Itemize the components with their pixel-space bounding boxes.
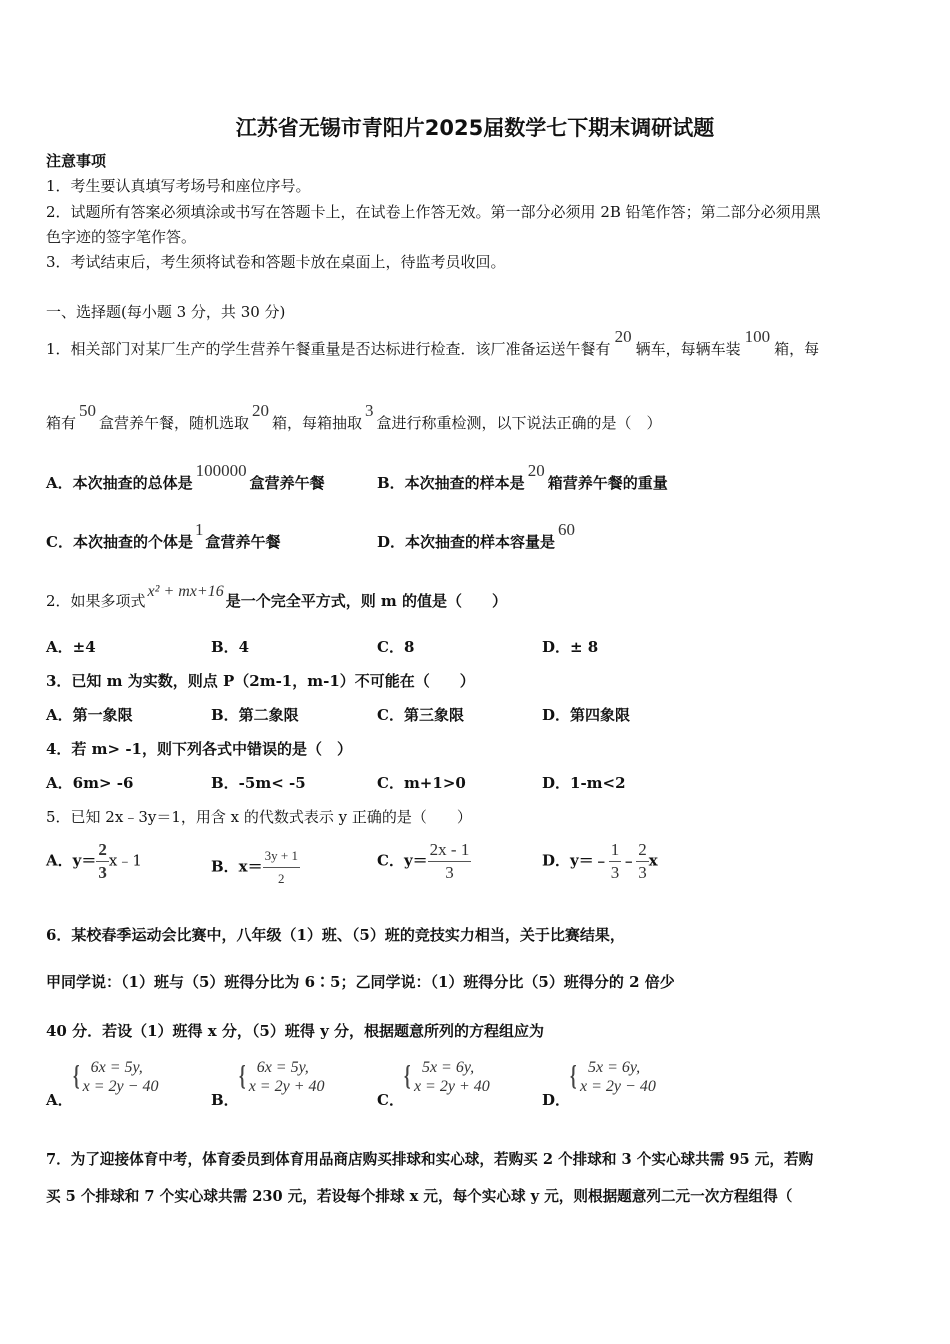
q5-option-c[interactable] bbox=[377, 840, 471, 883]
equation: 6x = 5y, bbox=[90, 1059, 143, 1076]
q3-option-a[interactable]: A．第一象限 bbox=[46, 706, 133, 724]
numerator: 2 bbox=[96, 840, 109, 862]
q1-value: 20 bbox=[527, 461, 545, 480]
q6-option-a[interactable] bbox=[46, 1058, 159, 1109]
q5-option-d[interactable] bbox=[542, 840, 658, 883]
equation: x = 2y − 40 bbox=[580, 1078, 656, 1095]
q1-text: 1．相关部门对某厂生产的学生营养午餐重量是否达标进行检查．该厂准备运送午餐有 bbox=[46, 340, 611, 358]
q6-option-c[interactable] bbox=[377, 1058, 490, 1109]
q1-value: 60 bbox=[558, 520, 576, 539]
q6-option-a-label: A． bbox=[46, 1091, 73, 1109]
brace-icon: { bbox=[238, 1061, 246, 1092]
q1-option-d-text: D．本次抽查的样本容量是 bbox=[377, 533, 556, 551]
question-1-line-2 bbox=[46, 401, 662, 432]
question-3: 3．已知 m 为实数，则点 P（2m-1，m-1）不可能在（ ） bbox=[46, 672, 475, 690]
denominator: 3 bbox=[610, 863, 620, 882]
q6-option-d[interactable] bbox=[542, 1058, 656, 1109]
q4-option-d[interactable]: D．1-m<2 bbox=[542, 774, 626, 792]
notice-item: 3．考试结束后，考生须将试卷和答题卡放在桌面上，待监考员收回。 bbox=[46, 253, 506, 271]
numerator: 2 bbox=[636, 840, 649, 862]
equation-system bbox=[404, 1058, 490, 1096]
question-7-line-1: 7．为了迎接体育中考，体育委员到体育用品商店购买排球和实心球，若购买 2 个排球和 3 个实心球共需 95 元，若购 bbox=[46, 1151, 814, 1168]
q1-option-b[interactable] bbox=[377, 461, 668, 492]
q3-option-c[interactable]: C．第三象限 bbox=[377, 706, 464, 724]
notice-item: 2．试题所有答案必须填涂或书写在答题卡上，在试卷上作答无效。第一部分必须用 2B 铅笔作答；第二部分必须用黑 bbox=[46, 203, 821, 221]
question-1-line-1 bbox=[46, 327, 820, 358]
q1-option-c-text: 盒营养午餐 bbox=[205, 533, 281, 551]
q2-text: 是一个完全平方式，则 m 的值是（ ） bbox=[225, 592, 508, 610]
equation: x = 2y + 40 bbox=[248, 1078, 325, 1095]
q5-option-d-label: D．y＝﹣ bbox=[542, 851, 609, 870]
denominator: 3 bbox=[445, 863, 454, 882]
q6-option-c-label: C． bbox=[377, 1091, 404, 1109]
q5-option-d-tail: x bbox=[648, 851, 658, 870]
q2-option-a[interactable]: A．±4 bbox=[46, 638, 96, 656]
brace-icon: { bbox=[403, 1061, 411, 1092]
brace-icon: { bbox=[570, 1061, 577, 1092]
q4-option-c[interactable]: C．m+1>0 bbox=[377, 774, 466, 792]
q5-option-a-label: A．y＝ bbox=[46, 851, 97, 870]
q1-option-b-text: 箱营养午餐的重量 bbox=[547, 474, 668, 492]
q5-option-a[interactable] bbox=[46, 840, 142, 883]
q5-option-c-label: C．y＝ bbox=[377, 851, 428, 870]
equation-system bbox=[73, 1058, 159, 1096]
question-6-line-2: 甲同学说：（1）班与（5）班得分比为 6∶5；乙同学说：（1）班得分比（5）班得分的 2 倍少 bbox=[46, 973, 675, 991]
q3-option-b[interactable]: B．第二象限 bbox=[211, 706, 299, 724]
q2-option-c[interactable]: C．8 bbox=[377, 638, 415, 656]
q1-text: 盒进行称重检测，以下说法正确的是（ ） bbox=[376, 414, 662, 432]
q1-option-b-text: B．本次抽查的样本是 bbox=[377, 474, 525, 492]
notice-heading: 注意事项 bbox=[46, 152, 107, 170]
q1-value: 20 bbox=[252, 401, 270, 420]
denominator: 2 bbox=[278, 871, 285, 886]
q1-option-a-text: A．本次抽查的总体是 bbox=[46, 474, 193, 492]
question-5: 5．已知 2x﹣3y＝1，用含 x 的代数式表示 y 正确的是（ ） bbox=[46, 808, 472, 826]
q4-option-a[interactable]: A．6m> -6 bbox=[46, 774, 134, 792]
q2-option-b[interactable]: B．4 bbox=[211, 638, 250, 656]
brace-icon: { bbox=[72, 1061, 80, 1092]
q1-value: 100 bbox=[744, 327, 771, 346]
q2-expression: x² + mx+16 bbox=[147, 583, 224, 600]
q4-option-b[interactable]: B．-5m< -5 bbox=[211, 774, 306, 792]
q1-value: 1 bbox=[194, 520, 204, 539]
q1-value: 100000 bbox=[195, 461, 247, 480]
fraction bbox=[428, 840, 472, 883]
q1-text: 箱，每箱抽取 bbox=[272, 414, 363, 432]
q1-value: 20 bbox=[614, 327, 632, 346]
question-2 bbox=[46, 583, 508, 611]
fraction bbox=[636, 840, 649, 883]
q5-option-a-tail: x﹣1 bbox=[108, 851, 142, 870]
equation-system bbox=[239, 1058, 325, 1096]
q1-option-a-text: 盒营养午餐 bbox=[249, 474, 325, 492]
q5-option-b[interactable] bbox=[211, 846, 300, 889]
q1-text: 盒营养午餐，随机选取 bbox=[99, 414, 250, 432]
numerator: 1 bbox=[609, 840, 622, 862]
q1-text: 箱有 bbox=[46, 414, 77, 432]
fraction bbox=[263, 846, 300, 889]
q1-option-c-text: C．本次抽查的个体是 bbox=[46, 533, 193, 551]
equation: 5x = 6y, bbox=[588, 1059, 641, 1076]
q1-value: 3 bbox=[365, 401, 374, 420]
q2-option-d[interactable]: D．± 8 bbox=[542, 638, 599, 656]
numerator: 3y + 1 bbox=[263, 846, 300, 868]
q1-option-d[interactable] bbox=[377, 520, 578, 551]
q6-option-b-label: B． bbox=[211, 1091, 239, 1109]
equation: x = 2y + 40 bbox=[413, 1078, 490, 1095]
section-heading: 一、选择题(每小题 3 分，共 30 分) bbox=[46, 303, 286, 321]
page-title: 江苏省无锡市青阳片2025届数学七下期末调研试题 bbox=[235, 116, 715, 140]
q1-option-c[interactable] bbox=[46, 520, 281, 551]
question-7-line-2: 买 5 个排球和 7 个实心球共需 230 元，若设每个排球 x 元，每个实心球 y 元，则根据题意列二元一次方程组得（ bbox=[46, 1188, 793, 1205]
notice-item: 1．考生要认真填写考场号和座位序号。 bbox=[46, 177, 311, 195]
denominator: 3 bbox=[638, 863, 647, 882]
q6-option-d-label: D． bbox=[542, 1091, 571, 1109]
equation: x = 2y − 40 bbox=[82, 1078, 159, 1095]
q3-option-d[interactable]: D．第四象限 bbox=[542, 706, 631, 724]
numerator: 2x - 1 bbox=[428, 840, 472, 862]
q2-text: 2．如果多项式 bbox=[46, 592, 146, 610]
equation-system bbox=[570, 1058, 656, 1096]
q1-option-a[interactable] bbox=[46, 461, 325, 492]
question-6-line-1: 6．某校春季运动会比赛中，八年级（1）班、（5）班的竞技实力相当，关于比赛结果， bbox=[46, 926, 625, 944]
minus-sign: ﹣ bbox=[621, 851, 637, 870]
equation: 6x = 5y, bbox=[256, 1059, 309, 1076]
notice-item: 色字迹的签字笔作答。 bbox=[46, 228, 197, 246]
q1-value: 50 bbox=[79, 401, 97, 420]
question-6-line-3: 40 分．若设（1）班得 x 分，（5）班得 y 分，根据题意所列的方程组应为 bbox=[46, 1022, 545, 1040]
question-4: 4．若 m> -1，则下列各式中错误的是（ ） bbox=[46, 740, 352, 758]
fraction bbox=[609, 840, 622, 883]
fraction bbox=[96, 840, 109, 883]
q1-text: 箱，每 bbox=[774, 340, 820, 358]
equation: 5x = 6y, bbox=[421, 1059, 475, 1076]
q1-text: 辆车，每辆车装 bbox=[635, 340, 741, 358]
q6-option-b[interactable] bbox=[211, 1058, 325, 1109]
denominator: 3 bbox=[98, 863, 107, 882]
q5-option-b-label: B．x＝ bbox=[211, 857, 263, 876]
